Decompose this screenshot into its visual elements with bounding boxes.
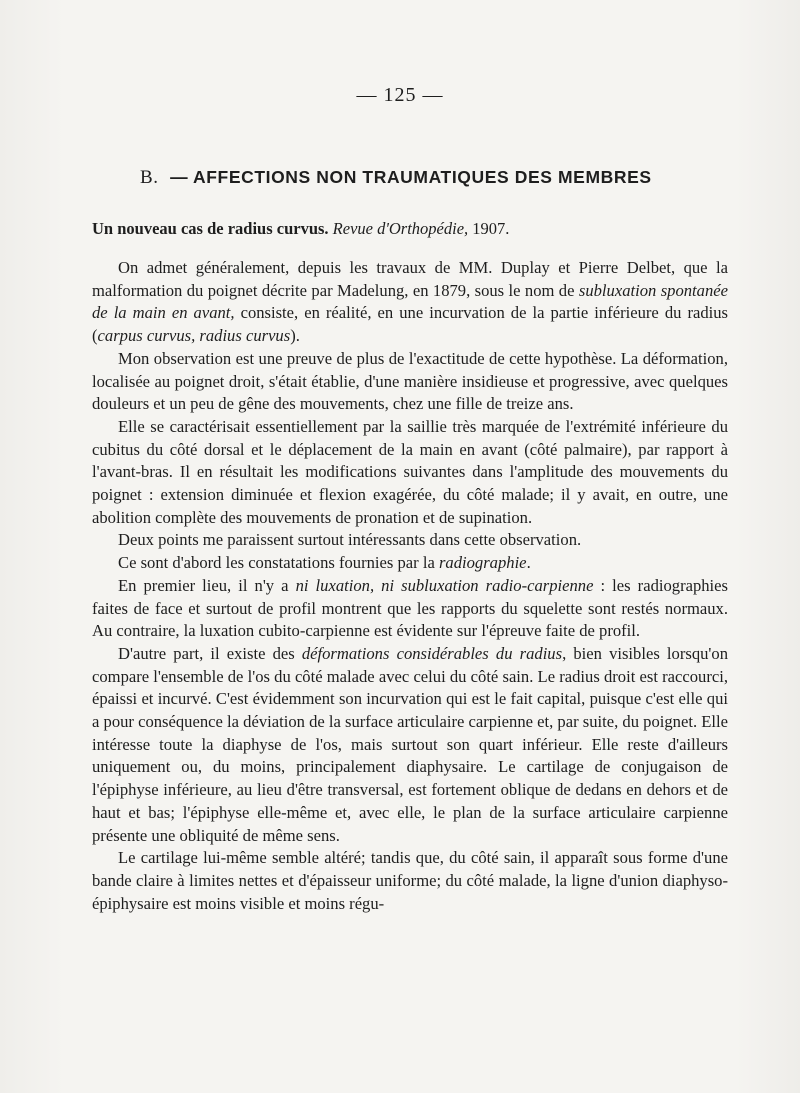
text-segment: ). [290,326,300,346]
body-text [92,257,728,915]
italic-text: carpus curvus, radius curvus [97,326,291,346]
paragraph [92,529,728,552]
paragraph [92,847,728,915]
paragraph [92,348,728,416]
text-segment: Mon observation est une preuve de plus de l'exactitude de cette hypothèse. La déformation, localisée au poignet droit, s'était établie, d'une manière insidieuse et progressive, avec quelques douleurs et un peu de gêne des mouvements, chez une fille de treize ans. [92,348,728,414]
page-number: — 125 — [356,84,444,106]
text-segment: Deux points me paraissent surtout intéressants dans cette observation. [118,530,582,550]
paragraph [92,416,728,530]
italic-text: radiographie [438,553,527,573]
section-title: — AFFECTIONS NON TRAUMATIQUES DES MEMBRES [170,167,652,187]
italic-text: ni luxation, ni subluxation radio-carpienne [295,575,594,595]
section-heading [140,167,760,189]
text-segment: Ce sont d'abord les constatations fournies par la [118,553,439,573]
text-segment: . [526,553,531,573]
article-title [92,219,732,239]
text-segment: On admet généralement, depuis les travaux de MM. Duplay et Pierre Delbet, que la malformation du poignet décrite par Madelung, en 1879, sous le nom de [92,258,728,300]
text-segment: Le cartilage lui-même semble altéré; tandis que, du côté sain, il apparaît sous forme d'une bande claire à limites nettes et d'épaisseur uniforme; du côté malade, la ligne d'union diaphyso-épiphysaire est moins visible et moins régu- [92,848,728,913]
section-letter: B. [140,167,159,188]
journal-name: Revue d'Orthopédie, [332,219,469,238]
text-segment: En premier lieu, il n'y a [118,575,296,595]
paragraph [92,643,728,847]
publication-year: 1907. [472,219,510,238]
italic-text: déformations considérables du radius [301,643,563,663]
text-segment: : les radiographies faites de face et surtout de profil montrent que les rapports du squelette sont restés normaux. Au contraire, la luxation cubito-carpienne est évidente sur l'épreuve faite de profil. [92,575,728,641]
paragraph [92,257,728,348]
article-title-text: Un nouveau cas de radius curvus. [92,219,329,238]
text-segment: Elle se caractérisait essentiellement par la saillie très marquée de l'extrémité inférieure du cubitus du côté dorsal et le déplacement de la main en avant (côté palmaire), par rapport à l'avant-bras. Il en résultait les modifications suivantes dans l'amplitude des mouvements du poignet : extension diminuée et flexion exagérée, du côté malade; il y avait, en outre, une abolition complète des mouvements de pronation et de supination. [92,416,728,527]
paragraph [92,575,728,643]
paragraph [92,552,728,575]
text-segment: , bien visibles lorsqu'on compare l'ensemble de l'os du côté malade avec celui du côté sain. Le radius droit est raccourci, épaissi et incurvé. C'est évidemment son incurvation qui est le fait capital, puisque c'est elle qui a pour conséquence la déviation de la surface articulaire carpienne et, par suite, du poignet. Elle intéresse toute la diaphyse de l'os, mais surtout son quart inférieur. Elle reste d'ailleurs uniquement ou, du moins, principalement diaphysaire. Le cartilage de conjugaison de l'épiphyse inférieure, au lieu d'être transversal, est fortement oblique de dedans en dehors et de haut et bas; l'épiphyse elle-même et, avec elle, le plan de la surface articulaire carpienne présente une obliquité de même sens. [92,643,728,845]
text-segment: D'autre part, il existe des [118,643,302,663]
text-segment: consiste, en réalité, en une incurvation de la partie inférieure du radius ( [92,303,728,346]
italic-text: subluxation spontanée de la main en avant, [92,280,728,323]
